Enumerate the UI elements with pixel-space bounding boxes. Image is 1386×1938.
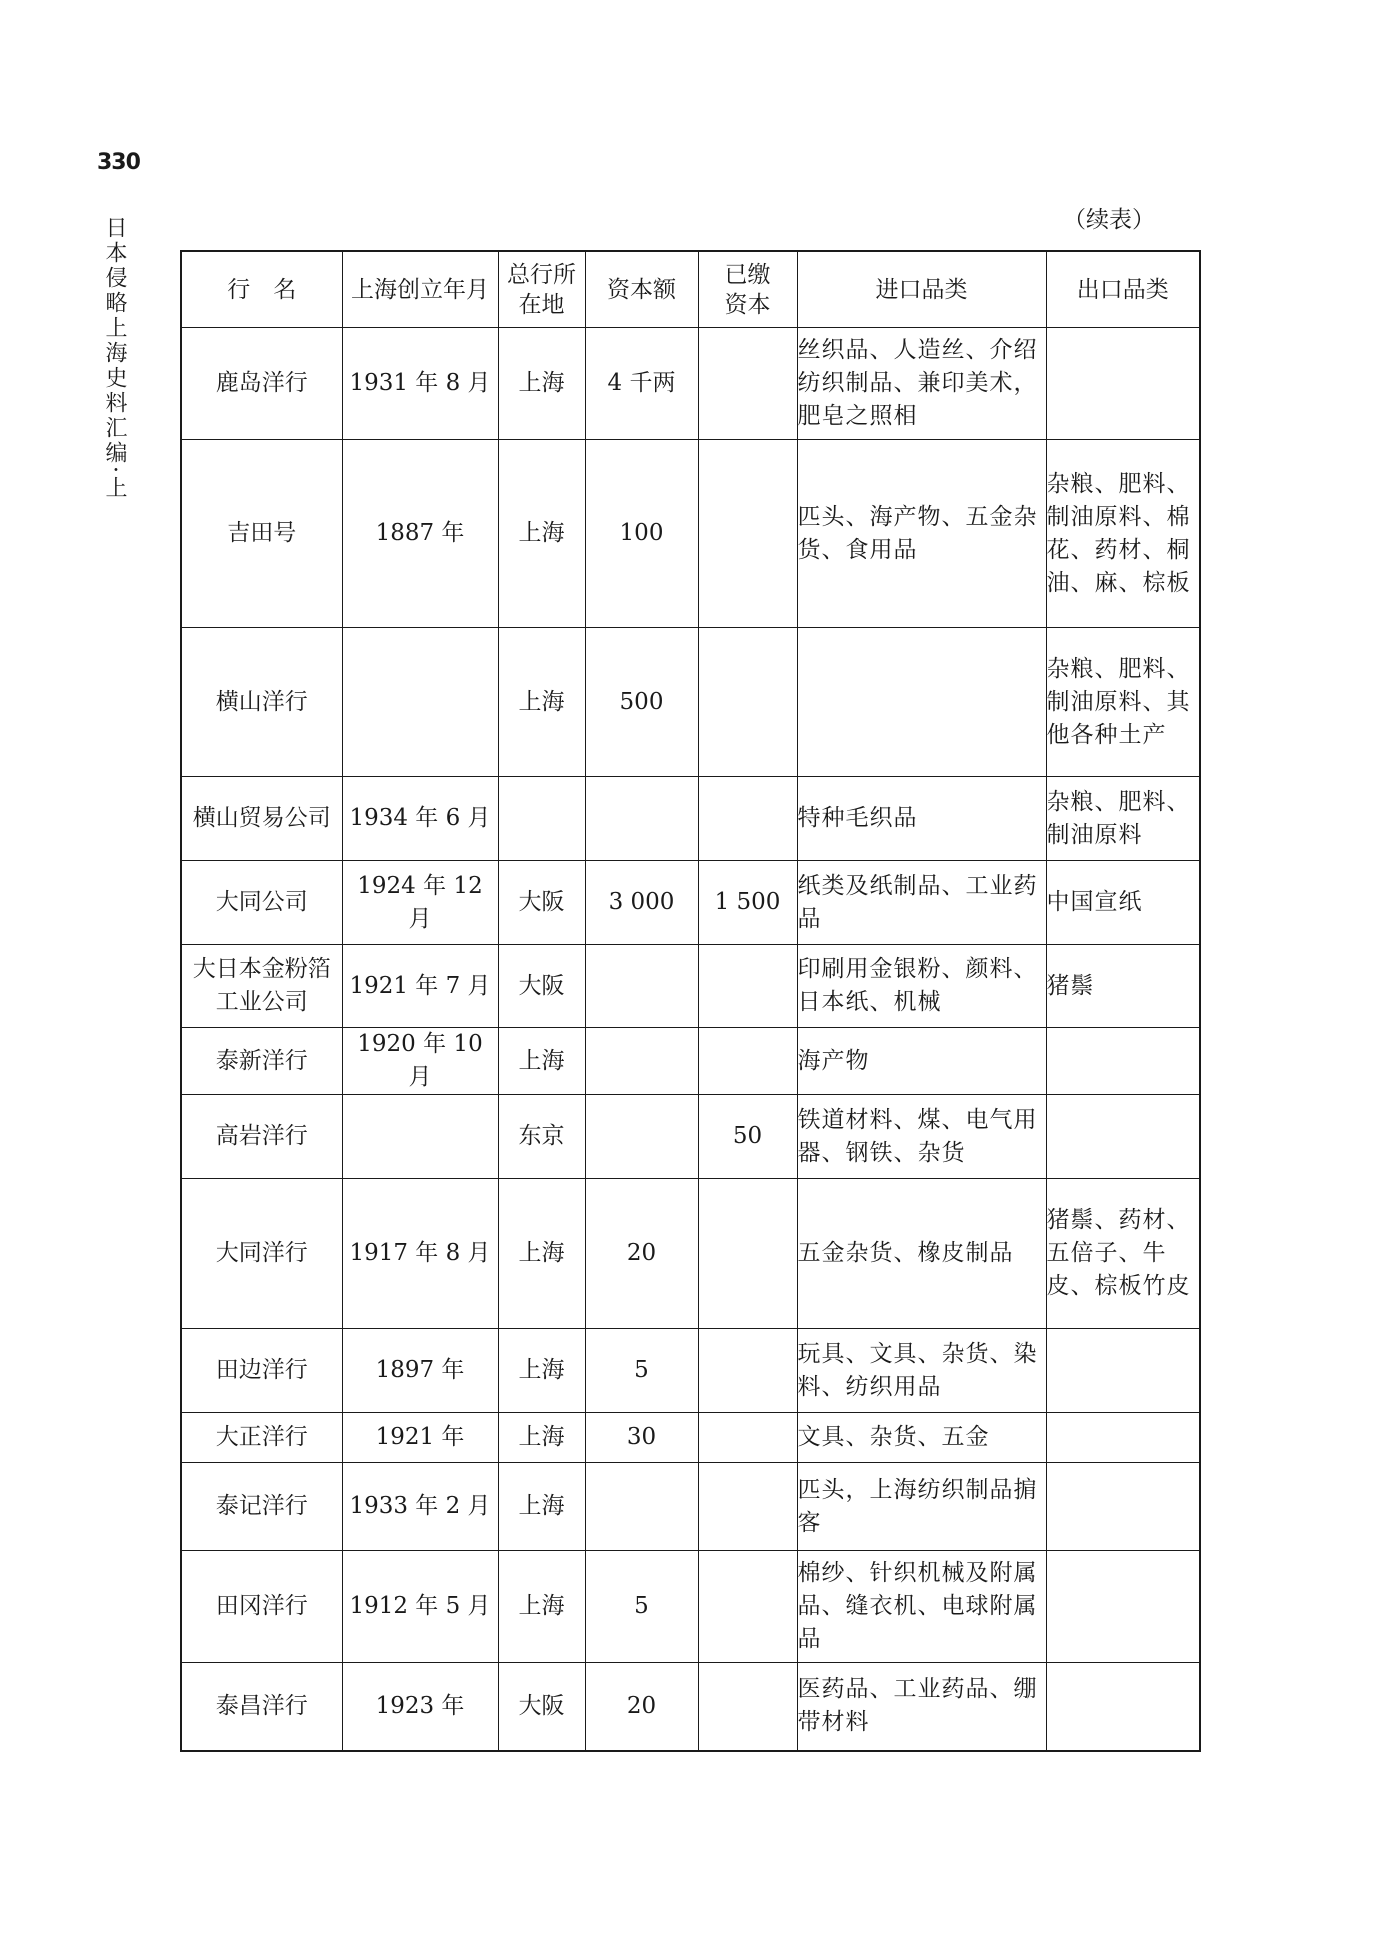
import-goods-cell xyxy=(797,628,1046,777)
export-goods-cell: 猪鬃 xyxy=(1046,945,1200,1028)
export-goods-cell xyxy=(1046,1663,1200,1751)
head-office-cell: 上海 xyxy=(498,1028,585,1095)
export-goods-cell xyxy=(1046,1095,1200,1179)
company-name-cell: 泰新洋行 xyxy=(181,1028,342,1095)
head-office-cell: 上海 xyxy=(498,1551,585,1663)
table-row xyxy=(181,1179,1200,1329)
import-goods-cell: 丝织品、人造丝、介绍纺织制品、兼印美术，肥皂之照相 xyxy=(797,328,1046,440)
company-name-cell: 泰昌洋行 xyxy=(181,1663,342,1751)
capital-cell: 3 000 xyxy=(585,861,698,945)
export-goods-cell: 杂粮、肥料、制油原料、其他各种土产 xyxy=(1046,628,1200,777)
header-cell: 已缴资本 xyxy=(698,251,797,328)
header-cell: 资本额 xyxy=(585,251,698,328)
table-row xyxy=(181,945,1200,1028)
import-goods-cell: 特种毛织品 xyxy=(797,777,1046,861)
capital-cell: 20 xyxy=(585,1663,698,1751)
company-name-cell: 横山贸易公司 xyxy=(181,777,342,861)
founded-date-cell: 1924 年 12 月 xyxy=(342,861,498,945)
founded-date-cell: 1912 年 5 月 xyxy=(342,1551,498,1663)
capital-cell: 500 xyxy=(585,628,698,777)
export-goods-cell xyxy=(1046,1463,1200,1551)
capital-cell: 30 xyxy=(585,1413,698,1463)
import-goods-cell: 铁道材料、煤、电气用器、钢铁、杂货 xyxy=(797,1095,1046,1179)
company-table xyxy=(180,250,1201,1752)
import-goods-cell: 五金杂货、橡皮制品 xyxy=(797,1179,1046,1329)
head-office-cell: 上海 xyxy=(498,1413,585,1463)
table-row xyxy=(181,1463,1200,1551)
paid-capital-cell xyxy=(698,1551,797,1663)
paid-capital-cell: 50 xyxy=(698,1095,797,1179)
head-office-cell: 上海 xyxy=(498,328,585,440)
import-goods-cell: 印刷用金银粉、颜料、日本纸、机械 xyxy=(797,945,1046,1028)
paid-capital-cell xyxy=(698,1413,797,1463)
page-number: 330 xyxy=(97,150,140,175)
table-row xyxy=(181,777,1200,861)
table-row xyxy=(181,440,1200,628)
import-goods-cell: 匹头，上海纺织制品掮客 xyxy=(797,1463,1046,1551)
founded-date-cell: 1917 年 8 月 xyxy=(342,1179,498,1329)
company-name-cell: 吉田号 xyxy=(181,440,342,628)
head-office-cell: 上海 xyxy=(498,440,585,628)
founded-date-cell: 1923 年 xyxy=(342,1663,498,1751)
table-row xyxy=(181,1095,1200,1179)
table-row xyxy=(181,628,1200,777)
founded-date-cell: 1897 年 xyxy=(342,1329,498,1413)
founded-date-cell: 1921 年 7 月 xyxy=(342,945,498,1028)
capital-cell: 4 千两 xyxy=(585,328,698,440)
paid-capital-cell xyxy=(698,777,797,861)
import-goods-cell: 棉纱、针织机械及附属品、缝衣机、电球附属品 xyxy=(797,1551,1046,1663)
continued-label: （续表） xyxy=(1063,207,1155,233)
founded-date-cell: 1921 年 xyxy=(342,1413,498,1463)
table-row xyxy=(181,861,1200,945)
capital-cell: 5 xyxy=(585,1329,698,1413)
table-row xyxy=(181,1551,1200,1663)
head-office-cell: 上海 xyxy=(498,1329,585,1413)
company-name-cell: 高岩洋行 xyxy=(181,1095,342,1179)
founded-date-cell: 1931 年 8 月 xyxy=(342,328,498,440)
header-cell: 行 名 xyxy=(181,251,342,328)
import-goods-cell: 海产物 xyxy=(797,1028,1046,1095)
company-name-cell: 横山洋行 xyxy=(181,628,342,777)
import-goods-cell: 玩具、文具、杂货、染料、纺织用品 xyxy=(797,1329,1046,1413)
capital-cell xyxy=(585,1463,698,1551)
table-row xyxy=(181,1413,1200,1463)
export-goods-cell xyxy=(1046,1413,1200,1463)
company-name-cell: 大同洋行 xyxy=(181,1179,342,1329)
paid-capital-cell xyxy=(698,628,797,777)
export-goods-cell: 猪鬃、药材、五倍子、牛皮、棕板竹皮 xyxy=(1046,1179,1200,1329)
paid-capital-cell xyxy=(698,1028,797,1095)
company-name-cell: 田边洋行 xyxy=(181,1329,342,1413)
capital-cell xyxy=(585,945,698,1028)
paid-capital-cell xyxy=(698,945,797,1028)
header-cell: 出口品类 xyxy=(1046,251,1200,328)
founded-date-cell xyxy=(342,628,498,777)
head-office-cell: 大阪 xyxy=(498,1663,585,1751)
running-title: 日本侵略上海史料汇编·上 xyxy=(102,216,127,501)
company-name-cell: 大正洋行 xyxy=(181,1413,342,1463)
head-office-cell: 大阪 xyxy=(498,861,585,945)
head-office-cell: 上海 xyxy=(498,628,585,777)
paid-capital-cell xyxy=(698,1463,797,1551)
export-goods-cell xyxy=(1046,1551,1200,1663)
capital-cell xyxy=(585,1095,698,1179)
table-row xyxy=(181,328,1200,440)
table-row xyxy=(181,1028,1200,1095)
import-goods-cell: 文具、杂货、五金 xyxy=(797,1413,1046,1463)
header-cell: 总行所在地 xyxy=(498,251,585,328)
capital-cell: 20 xyxy=(585,1179,698,1329)
head-office-cell: 上海 xyxy=(498,1463,585,1551)
paid-capital-cell xyxy=(698,440,797,628)
table-row xyxy=(181,1663,1200,1751)
company-name-cell: 泰记洋行 xyxy=(181,1463,342,1551)
founded-date-cell: 1934 年 6 月 xyxy=(342,777,498,861)
import-goods-cell: 医药品、工业药品、绷带材料 xyxy=(797,1663,1046,1751)
table-row xyxy=(181,1329,1200,1413)
company-name-cell: 大同公司 xyxy=(181,861,342,945)
paid-capital-cell: 1 500 xyxy=(698,861,797,945)
head-office-cell: 上海 xyxy=(498,1179,585,1329)
company-name-cell: 大日本金粉箔工业公司 xyxy=(181,945,342,1028)
paid-capital-cell xyxy=(698,1329,797,1413)
founded-date-cell: 1920 年 10 月 xyxy=(342,1028,498,1095)
header-cell: 上海创立年月 xyxy=(342,251,498,328)
capital-cell: 100 xyxy=(585,440,698,628)
capital-cell: 5 xyxy=(585,1551,698,1663)
head-office-cell: 东京 xyxy=(498,1095,585,1179)
export-goods-cell xyxy=(1046,1028,1200,1095)
founded-date-cell: 1887 年 xyxy=(342,440,498,628)
import-goods-cell: 纸类及纸制品、工业药品 xyxy=(797,861,1046,945)
head-office-cell xyxy=(498,777,585,861)
export-goods-cell: 杂粮、肥料、制油原料、棉花、药材、桐油、麻、棕板 xyxy=(1046,440,1200,628)
export-goods-cell: 中国宣纸 xyxy=(1046,861,1200,945)
founded-date-cell: 1933 年 2 月 xyxy=(342,1463,498,1551)
founded-date-cell xyxy=(342,1095,498,1179)
capital-cell xyxy=(585,1028,698,1095)
export-goods-cell xyxy=(1046,328,1200,440)
paid-capital-cell xyxy=(698,328,797,440)
paid-capital-cell xyxy=(698,1179,797,1329)
export-goods-cell xyxy=(1046,1329,1200,1413)
company-name-cell: 鹿岛洋行 xyxy=(181,328,342,440)
head-office-cell: 大阪 xyxy=(498,945,585,1028)
export-goods-cell: 杂粮、肥料、制油原料 xyxy=(1046,777,1200,861)
import-goods-cell: 匹头、海产物、五金杂货、食用品 xyxy=(797,440,1046,628)
header-cell: 进口品类 xyxy=(797,251,1046,328)
capital-cell xyxy=(585,777,698,861)
company-name-cell: 田冈洋行 xyxy=(181,1551,342,1663)
paid-capital-cell xyxy=(698,1663,797,1751)
table-header-row xyxy=(181,251,1200,328)
